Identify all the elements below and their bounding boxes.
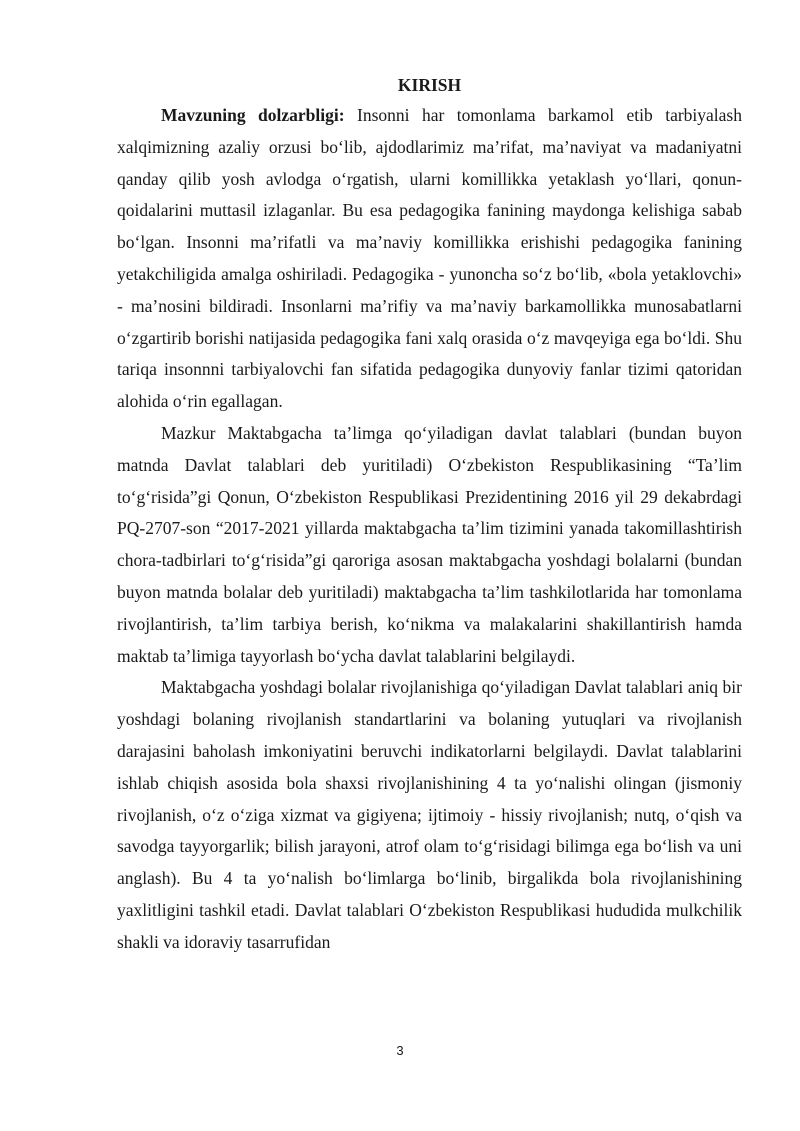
section-heading: KIRISH xyxy=(397,75,462,95)
paragraph-text: Mazkur Maktabgacha ta’limga qo‘yiladigan davlat talablari (bundan buyon matnda Davlat talablari deb yuritiladi) O‘zbekiston Respublikasining “Ta’lim to‘g‘risida”gi Qonun, O‘zbekiston Respublikasi Prezidentining 2016 yil 29 dekabrdagi PQ-2707-son “2017-2021 yillarda maktabgacha ta’lim tizimini yanada takomillashtirish chora-tadbirlari to‘g‘risida”gi qaroriga asosan maktabgacha yoshdagi bolalarni (bundan buyon matnda bolalar deb yuritiladi) maktabgacha ta’lim tashkilotlarida har tomonlama rivojlantirish, ta’lim tarbiya berish, ko‘nikma va malakalarini shakillantirish hamda maktab ta’limiga tayyorlash bo‘ycha davlat talablarini belgilaydi. xyxy=(117,422,742,666)
paragraph-development xyxy=(117,672,742,958)
document-page xyxy=(117,74,742,959)
paragraph-lead: Mavzuning dolzarbligi: xyxy=(161,105,345,125)
paragraph-state-requirements xyxy=(117,418,742,672)
paragraph-relevance xyxy=(117,100,742,418)
paragraph-text: Maktabgacha yoshdagi bolalar rivojlanishiga qo‘yiladigan Davlat talablari aniq bir yoshdagi bolaning rivojlanish standartlarini va bolaning yutuqlari va rivojlanish darajasini baholash imkoniyatini beruvchi indikatorlarni belgilaydi. Davlat talablarini ishlab chiqish asosida bola shaxsi rivojlanishining 4 ta yo‘nalishi olingan (jismoniy rivojlanish, o‘z o‘ziga xizmat va gigiyena; ijtimoiy - hissiy rivojlanish; nutq, o‘qish va savodga tayyorgarlik; bilish jarayoni, atrof olam to‘g‘risidagi bilimga ega bo‘lish va uni anglash). Bu 4 ta yo‘nalish bo‘limlarga bo‘linib, birgalikda bola rivojlanishining yaxlitligini tashkil etadi. Davlat talablari O‘zbekiston Respublikasi hududida mulkchilik shakli va idoraviy tasarrufidan xyxy=(117,677,742,952)
paragraph-text: Insonni har tomonlama barkamol etib tarbiyalash xalqimizning azaliy orzusi bo‘lib, ajdodlarimiz ma’rifat, ma’naviyat va madaniyatni qanday qilib yosh avlodga o‘rgatish, ularni komillikka yetaklash yo‘llari, qonun-qoidalarini muttasil izlaganlar. Bu esa pedagogika fanining maydonga kelishiga sabab bo‘lgan. Insonni ma’rifatli va ma’naviy komillikka erishishi pedagogika fanining yetakchiligida amalga oshiriladi. Pedagogika - yunoncha so‘z bo‘lib, «bola yetaklovchi» - ma’nosini bildiradi. Insonlarni ma’rifiy va ma’naviy barkamollikka munosabatlarni o‘zgartirib borishi natijasida pedagogika fani xalq orasida o‘z mavqeyiga ega bo‘ldi. Shu tariqa insonnni tarbiyalovchi fan sifatida pedagogika dunyoviy fanlar tizimi qatoridan alohida o‘rin egallagan. xyxy=(117,105,742,412)
page-number: 3 xyxy=(396,1043,404,1058)
